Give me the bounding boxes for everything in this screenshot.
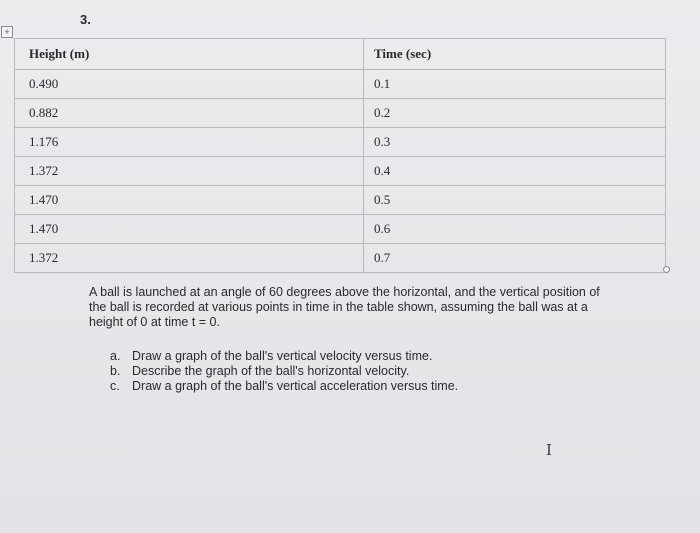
table-row: [15, 99, 666, 128]
cell-time: 0.2: [364, 99, 666, 128]
cell-height: 1.470: [15, 186, 364, 215]
task-text: Draw a graph of the ball's vertical acceleration versus time.: [132, 379, 459, 393]
table-row: [15, 244, 666, 273]
table-row: [15, 157, 666, 186]
table-move-handle-icon[interactable]: +: [1, 26, 13, 38]
cell-height: 1.470: [15, 215, 364, 244]
table-row: [15, 128, 666, 157]
task-marker: c.: [110, 379, 120, 393]
cell-time: 0.5: [364, 186, 666, 215]
cell-time: 0.6: [364, 215, 666, 244]
task-text: Draw a graph of the ball's vertical velocity versus time.: [132, 349, 433, 363]
list-item: [110, 364, 458, 379]
table-row: [15, 215, 666, 244]
problem-description: [89, 285, 609, 330]
header-height: Height (m): [15, 39, 364, 70]
cell-height: 1.372: [15, 157, 364, 186]
list-item: [110, 379, 458, 394]
task-marker: a.: [110, 349, 121, 363]
description-text: A ball is launched at an angle of 60 degrees above the horizontal, and the vertical position of the ball is recorded at various points in time in the table shown, assuming the ball was at a height of 0 at time t = 0.: [89, 285, 600, 329]
list-item: [110, 349, 458, 364]
table-row: [15, 70, 666, 99]
cell-height: 1.372: [15, 244, 364, 273]
task-text: Describe the graph of the ball's horizontal velocity.: [132, 364, 410, 378]
task-marker: b.: [110, 364, 121, 378]
cell-time: 0.3: [364, 128, 666, 157]
cell-height: 0.490: [15, 70, 364, 99]
data-table: [14, 38, 666, 273]
question-number: 3.: [80, 12, 91, 27]
table-header-row: [15, 39, 666, 70]
cell-height: 0.882: [15, 99, 364, 128]
cell-time: 0.1: [364, 70, 666, 99]
cell-height: 1.176: [15, 128, 364, 157]
i-beam-cursor-icon: I: [546, 441, 552, 459]
cell-time: 0.4: [364, 157, 666, 186]
task-list: [110, 349, 458, 394]
header-time: Time (sec): [364, 39, 666, 70]
cell-time: 0.7: [364, 244, 666, 273]
table-row: [15, 186, 666, 215]
table-resize-handle-icon[interactable]: [663, 266, 670, 273]
